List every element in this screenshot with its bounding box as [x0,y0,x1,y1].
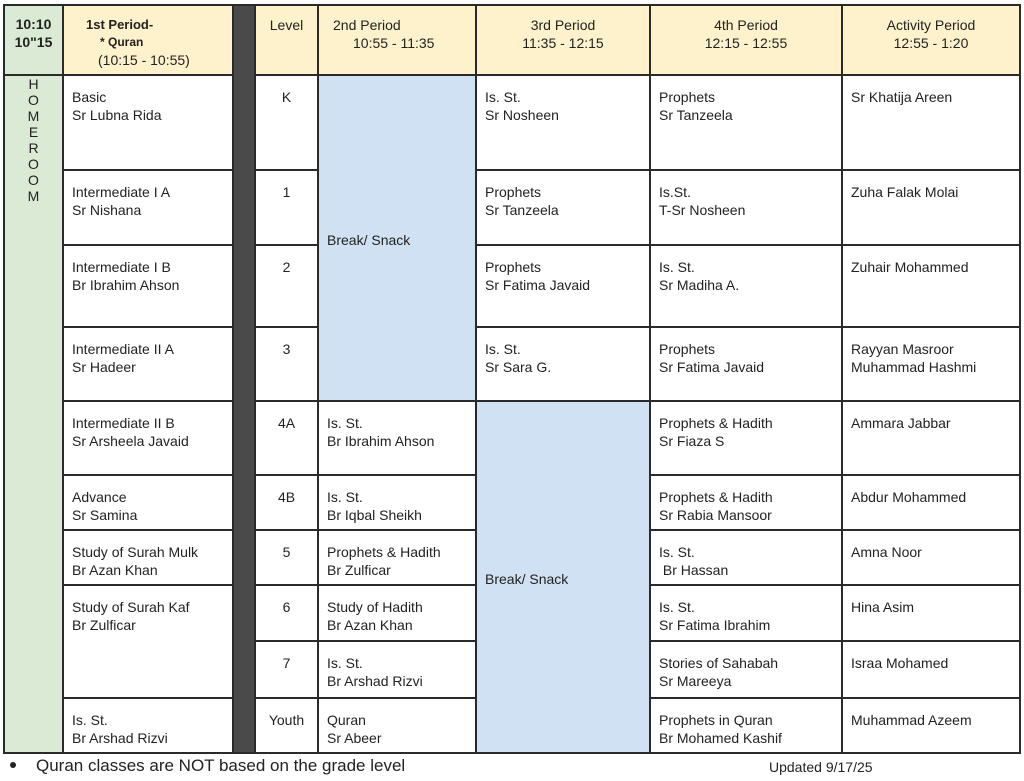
activity-name: Sr Khatija Areen [851,89,953,105]
activity-cell [842,641,1020,698]
footnote [10,756,405,776]
activity-cell [842,698,1020,753]
period1-title: 1st Period- [86,17,154,32]
period3-cell [476,327,650,401]
teacher-name: Sr Fatima Ibrahim [659,617,771,633]
level-cell: K [255,75,318,170]
period4-cell [650,698,842,753]
class-name: Intermediate I B [72,259,171,275]
activity-name: Abdur Mohammed [851,489,967,505]
teacher-name: Sr Abeer [327,730,382,746]
class-name: Basic [72,89,107,105]
activity-name: Amna Noor [851,544,922,560]
level-cell: Youth [255,698,318,753]
class-name: Intermediate II B [72,415,175,431]
class-name: Intermediate I A [72,184,171,200]
level-cell: 6 [255,585,318,641]
period4-cell [650,75,842,170]
activity-header [842,5,1020,75]
period2-break-cell [318,75,476,401]
period2-header [318,5,476,75]
activity-name: Muhammad Azeem [851,712,972,728]
period2-cell [318,585,476,641]
time-start: 10:10 [15,16,52,32]
subject: Prophets [485,259,542,275]
period4-cell [650,327,842,401]
teacher-name: Br Zulficar [327,562,391,578]
period3-break-cell [476,401,650,753]
table-row [4,327,1020,401]
period3-cell [476,245,650,327]
activity-cell [842,585,1020,641]
subject: Prophets & Hadith [659,415,773,431]
activity-cell [842,530,1020,585]
separator-bar [233,5,255,753]
table-row [4,75,1020,170]
activity-cell [842,475,1020,530]
activity-title: Activity Period [886,17,976,33]
teacher-name: Sr Nishana [72,202,142,218]
subject: Prophets [485,184,542,200]
period2-cell [318,401,476,475]
activity-name: Hina Asim [851,599,915,615]
period3-cell [476,75,650,170]
period4-cell [650,530,842,585]
subject: Prophets & Hadith [327,544,441,560]
teacher-name: Sr Arsheela Javaid [72,433,189,449]
teacher-name: T-Sr Nosheen [659,202,746,218]
level-cell: 3 [255,327,318,401]
activity-name: Zuhair Mohammed [851,259,969,275]
class-name: Is. St. [72,712,108,728]
teacher-name: Sr Hadeer [72,359,136,375]
level-header-label: Level [269,17,304,33]
period4-cell [650,641,842,698]
teacher-name: Br Ibrahim Ahson [327,433,435,449]
teacher-name: Br Arshad Rizvi [327,673,423,689]
period1-cell [63,170,233,245]
subject: Stories of Sahabah [659,655,779,671]
subject: Is. St. [659,259,695,275]
subject: Is. St. [659,544,695,560]
class-name: Advance [72,489,127,505]
teacher-name: Sr Fatima Javaid [659,359,765,375]
break-label: Break/ Snack [485,571,569,587]
level-cell: 1 [255,170,318,245]
activity-name: Ammara Jabbar [851,415,951,431]
activity-time: 12:55 - 1:20 [893,35,969,51]
period3-time: 11:35 - 12:15 [522,35,604,51]
homeroom-label: HOMEROOM [27,76,40,204]
subject: Study of Hadith [327,599,423,615]
table-row [4,401,1020,475]
class-name: Study of Surah Kaf [72,599,190,615]
subject: Quran [327,712,366,728]
teacher-name: Br Ibrahim Ahson [72,277,180,293]
period4-header [650,5,842,75]
time-cell [4,5,63,75]
subject: Is. St. [327,415,363,431]
level-header [255,5,318,75]
teacher-name: Sr Fatima Javaid [485,277,591,293]
break-label: Break/ Snack [327,232,411,248]
period3-cell [476,170,650,245]
table-row [4,170,1020,245]
period4-cell [650,170,842,245]
class-name: Intermediate II A [72,341,174,357]
activity-cell [842,170,1020,245]
period4-cell [650,401,842,475]
activity-cell [842,75,1020,170]
subject: Is. St. [327,655,363,671]
header-row [4,5,1020,75]
period1-cell [63,401,233,475]
activity-name: Muhammad Hashmi [851,359,977,375]
period4-time: 12:15 - 12:55 [704,35,788,51]
class-name: Study of Surah Mulk [72,544,199,560]
teacher-name: Sr Rabia Mansoor [659,507,772,523]
period1-header [63,5,233,75]
activity-cell [842,245,1020,327]
subject: Prophets & Hadith [659,489,773,505]
time-end: 10"15 [14,34,53,50]
subject: Is. St. [327,489,363,505]
teacher-name: Sr Lubna Rida [72,107,162,123]
period1-time: (10:15 - 10:55) [98,52,190,68]
period1-cell [63,530,233,585]
teacher-name: Sr Sara G. [485,359,552,375]
period2-title: 2nd Period [333,17,401,33]
subject: Is.St. [659,184,691,200]
bullet-icon [10,762,16,768]
period1-subtitle: * Quran [100,35,144,49]
updated-date: Updated 9/17/25 [769,759,873,775]
subject: Is. St. [485,89,521,105]
teacher-name: Sr Samina [72,507,138,523]
schedule-table [3,4,1021,754]
period1-cell [63,698,233,753]
activity-name: Zuha Falak Molai [851,184,959,200]
period4-cell [650,585,842,641]
table-row [4,245,1020,327]
teacher-name: Sr Nosheen [485,107,559,123]
level-cell: 4A [255,401,318,475]
period1-cell [63,585,233,698]
teacher-name: Sr Tanzeela [659,107,733,123]
period1-cell [63,75,233,170]
subject: Prophets [659,341,716,357]
period4-cell [650,475,842,530]
activity-name: Rayyan Masroor [851,341,954,357]
footnote-text: Quran classes are NOT based on the grade level [36,756,406,775]
subject: Prophets in Quran [659,712,773,728]
period2-cell [318,641,476,698]
activity-name: Israa Mohamed [851,655,949,671]
homeroom-cell [4,75,63,753]
footer [0,752,1024,781]
subject: Is. St. [659,599,695,615]
period1-cell [63,475,233,530]
teacher-name: Br Hassan [659,562,729,578]
period1-cell [63,245,233,327]
period2-cell [318,475,476,530]
period3-title: 3rd Period [530,17,596,33]
period3-header [476,5,650,75]
level-cell: 5 [255,530,318,585]
teacher-name: Br Azan Khan [72,562,158,578]
period1-cell [63,327,233,401]
teacher-name: Sr Tanzeela [485,202,559,218]
teacher-name: Br Azan Khan [327,617,413,633]
period2-time: 10:55 - 11:35 [353,35,435,51]
period4-title: 4th Period [714,17,778,33]
period2-cell [318,530,476,585]
teacher-name: Br Arshad Rizvi [72,730,168,746]
teacher-name: Br Mohamed Kashif [659,730,782,746]
level-cell: 4B [255,475,318,530]
subject: Prophets [659,89,716,105]
activity-cell [842,401,1020,475]
period2-cell [318,698,476,753]
teacher-name: Sr Mareeya [659,673,732,689]
subject: Is. St. [485,341,521,357]
activity-cell [842,327,1020,401]
teacher-name: Sr Madiha A. [659,277,740,293]
teacher-name: Sr Fiaza S [659,433,725,449]
level-cell: 2 [255,245,318,327]
teacher-name: Br Zulficar [72,617,136,633]
teacher-name: Br Iqbal Sheikh [327,507,422,523]
period4-cell [650,245,842,327]
level-cell: 7 [255,641,318,698]
